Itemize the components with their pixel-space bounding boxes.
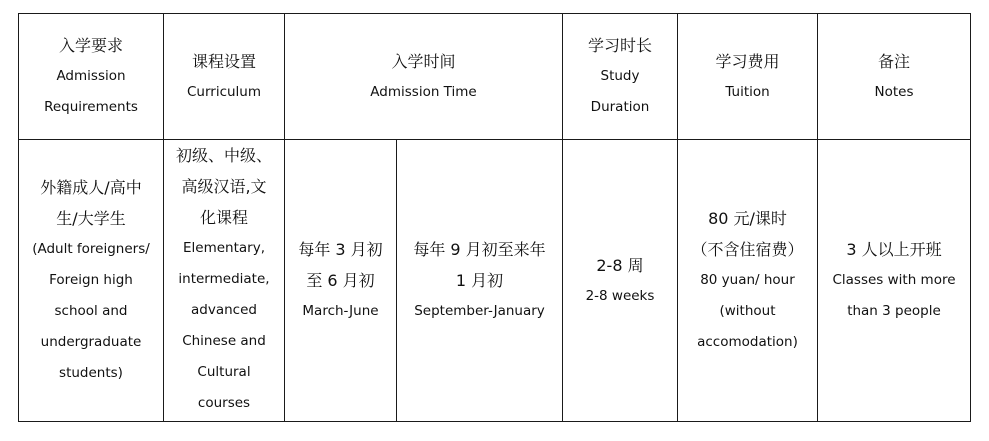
header-admission-time bbox=[285, 14, 563, 140]
curriculum-en-line: Chinese and bbox=[182, 333, 266, 349]
requirements-zh-line1: 外籍成人/高中 bbox=[40, 178, 142, 197]
curriculum-zh-line: 高级汉语,文 bbox=[181, 177, 267, 196]
header-admission-requirements bbox=[19, 14, 164, 140]
curriculum-zh-line: 初级、中级、 bbox=[175, 146, 272, 165]
header-study-duration bbox=[563, 14, 678, 140]
header-duration-en-line1: Study bbox=[600, 68, 640, 84]
tuition-zh-line2: （不含住宿费） bbox=[691, 240, 804, 259]
header-tuition-en: Tuition bbox=[725, 83, 770, 100]
notes-zh: 3 人以上开班 bbox=[846, 240, 942, 259]
requirements-zh-line2: 生/大学生 bbox=[56, 209, 126, 228]
program-info-table bbox=[18, 13, 971, 422]
requirements-en-line: undergraduate bbox=[40, 334, 142, 350]
curriculum-en-line: Elementary, bbox=[183, 240, 265, 256]
header-requirements-en-line2: Requirements bbox=[44, 99, 138, 115]
spring-intake-zh-line1: 每年 3 月初 bbox=[298, 240, 383, 259]
header-notes-zh: 备注 bbox=[877, 51, 910, 71]
autumn-intake-zh-line2: 1 月初 bbox=[455, 271, 504, 290]
header-notes-en: Notes bbox=[874, 83, 914, 100]
header-tuition bbox=[678, 14, 818, 140]
tuition-en-line: (without bbox=[719, 303, 776, 319]
header-requirements-en-line1: Admission bbox=[56, 68, 126, 84]
table-row bbox=[19, 140, 971, 422]
header-curriculum-en: Curriculum bbox=[186, 83, 262, 100]
header-duration-zh: 学习时长 bbox=[587, 36, 652, 55]
curriculum-en-line: intermediate, bbox=[178, 271, 270, 287]
notes-en-line1: Classes with more bbox=[832, 272, 956, 288]
header-curriculum bbox=[164, 14, 285, 140]
cell-curriculum bbox=[164, 140, 285, 422]
header-curriculum-zh: 课程设置 bbox=[191, 51, 256, 71]
spring-intake-zh-line2: 至 6 月初 bbox=[306, 271, 375, 290]
curriculum-en-line: advanced bbox=[191, 302, 257, 318]
curriculum-en-line: Cultural bbox=[197, 364, 251, 380]
tuition-en-line: 80 yuan/ hour bbox=[700, 272, 795, 288]
autumn-intake-en: September-January bbox=[414, 303, 545, 319]
header-tuition-zh: 学习费用 bbox=[715, 51, 780, 71]
tuition-zh-line1: 80 元/课时 bbox=[708, 209, 787, 228]
header-time-en: Admission Time bbox=[370, 83, 477, 100]
cell-spring-intake bbox=[285, 140, 397, 422]
spring-intake-en: March-June bbox=[302, 303, 379, 319]
requirements-en-line: (Adult foreigners/ bbox=[32, 241, 150, 257]
curriculum-zh-line: 化课程 bbox=[199, 208, 248, 227]
header-row bbox=[19, 14, 971, 140]
requirements-en-line: school and bbox=[54, 303, 128, 319]
autumn-intake-zh-line1: 每年 9 月初至来年 bbox=[413, 240, 546, 259]
cell-tuition bbox=[678, 140, 818, 422]
header-duration-en-line2: Duration bbox=[590, 99, 650, 115]
cell-notes bbox=[818, 140, 971, 422]
header-requirements-zh: 入学要求 bbox=[58, 36, 123, 55]
tuition-en-line: accomodation) bbox=[697, 334, 798, 350]
header-time-zh: 入学时间 bbox=[391, 51, 456, 71]
duration-zh: 2-8 周 bbox=[596, 255, 644, 275]
program-info-sheet bbox=[18, 13, 970, 421]
curriculum-en-line: courses bbox=[197, 395, 251, 411]
requirements-en-line: Foreign high bbox=[49, 272, 133, 288]
duration-en: 2-8 weeks bbox=[585, 287, 655, 304]
requirements-en-line: students) bbox=[59, 365, 123, 381]
cell-study-duration bbox=[563, 140, 678, 422]
cell-autumn-intake bbox=[397, 140, 563, 422]
header-notes bbox=[818, 14, 971, 140]
cell-admission-requirements bbox=[19, 140, 164, 422]
notes-en-line2: than 3 people bbox=[847, 303, 941, 319]
